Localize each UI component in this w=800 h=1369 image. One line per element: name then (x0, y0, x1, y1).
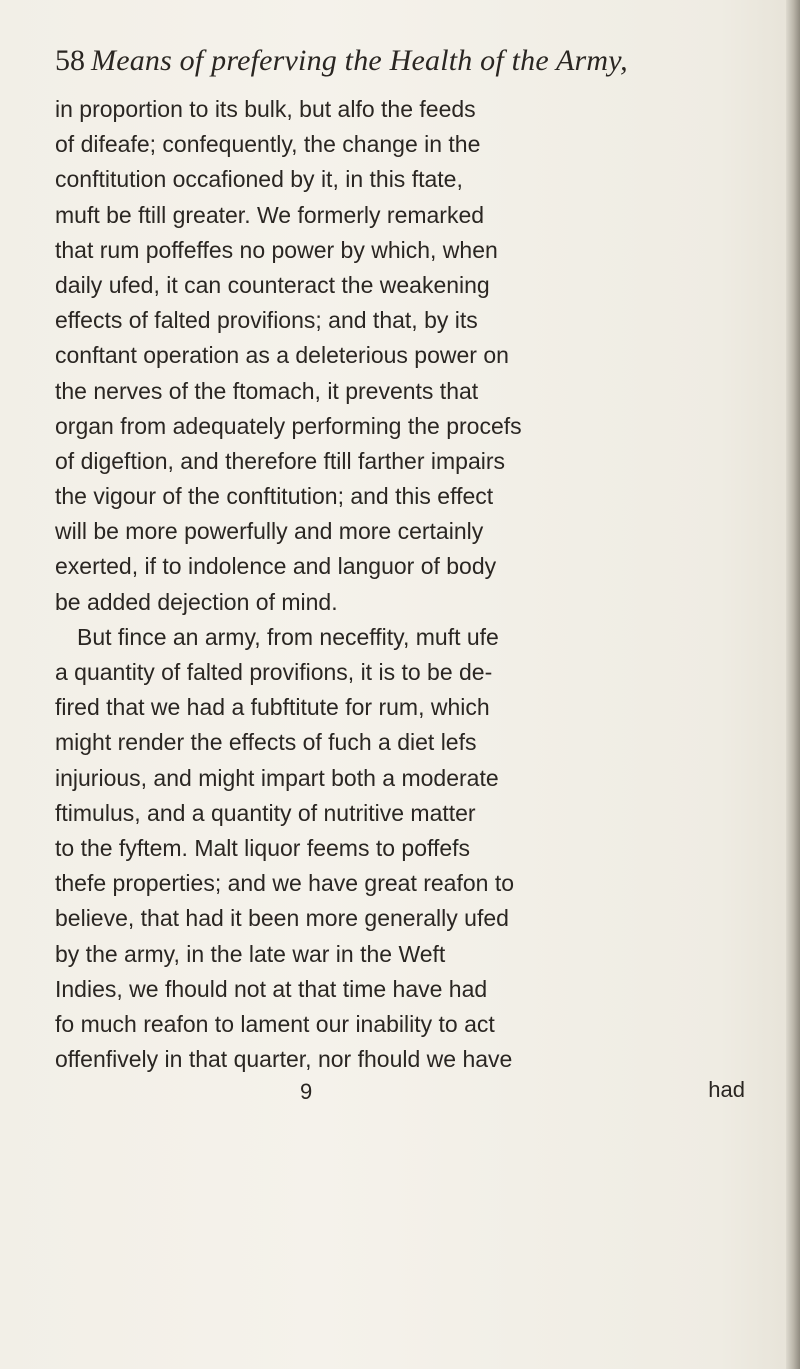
text-line: that rum poffeffes no power by which, when (55, 236, 498, 263)
text-line: the nerves of the ftomach, it prevents that (55, 377, 479, 404)
page-footer (55, 1077, 745, 1113)
page-number: 58 (55, 44, 85, 77)
text-line: of digeftion, and therefore ftill farther impairs (55, 447, 506, 474)
text-line: believe, that had it been more generally ufed (55, 905, 509, 932)
paragraph-start-line: But fince an army, from neceffity, muft ufe (77, 623, 499, 650)
text-line: ftimulus, and a quantity of nutritive matter (55, 799, 476, 826)
text-line: effects of falted provifions; and that, by its (55, 307, 478, 334)
text-line: conftant operation as a deleterious power on (55, 342, 509, 369)
text-line: Indies, we fhould not at that time have had (55, 975, 488, 1002)
text-line: daily ufed, it can counteract the weakening (55, 271, 490, 298)
text-block (55, 44, 745, 1113)
text-line: to the fyftem. Malt liquor feems to poffefs (55, 834, 471, 861)
text-line: exerted, if to indolence and languor of body (55, 553, 497, 580)
text-line: a quantity of falted provifions, it is to be de- (55, 659, 493, 685)
text-line: offenfively in that quarter, nor fhould we have (55, 1046, 513, 1073)
text-line: will be more powerfully and more certainly (55, 518, 484, 545)
text-line: organ from adequately performing the procefs (55, 412, 522, 439)
text-line: thefe properties; and we have great reafon to (55, 870, 515, 897)
text-line: by the army, in the late war in the Weft (55, 940, 446, 967)
text-line: fo much reafon to lament our inability to act (55, 1010, 495, 1037)
body-text (55, 92, 745, 1077)
text-line: of difeafe; confequently, the change in the (55, 131, 481, 158)
catchword: had (708, 1077, 745, 1103)
text-line: conftitution occafioned by it, in this ftate, (55, 166, 463, 193)
page-edge (786, 0, 800, 1369)
page-header (55, 44, 745, 92)
text-line: muft be ftill greater. We formerly remarked (55, 201, 485, 228)
text-line: might render the effects of fuch a diet lefs (55, 729, 477, 756)
text-line: injurious, and might impart both a moderate (55, 764, 499, 791)
text-line: fired that we had a fubftitute for rum, which (55, 694, 490, 721)
signature-mark: 9 (300, 1079, 313, 1105)
text-line: the vigour of the conftitution; and this effect (55, 483, 494, 510)
text-line: in proportion to its bulk, but alfo the feeds (55, 96, 476, 122)
running-head: Means of preferving the Health of the Army, (91, 44, 628, 77)
text-line: be added dejection of mind. (55, 588, 338, 615)
